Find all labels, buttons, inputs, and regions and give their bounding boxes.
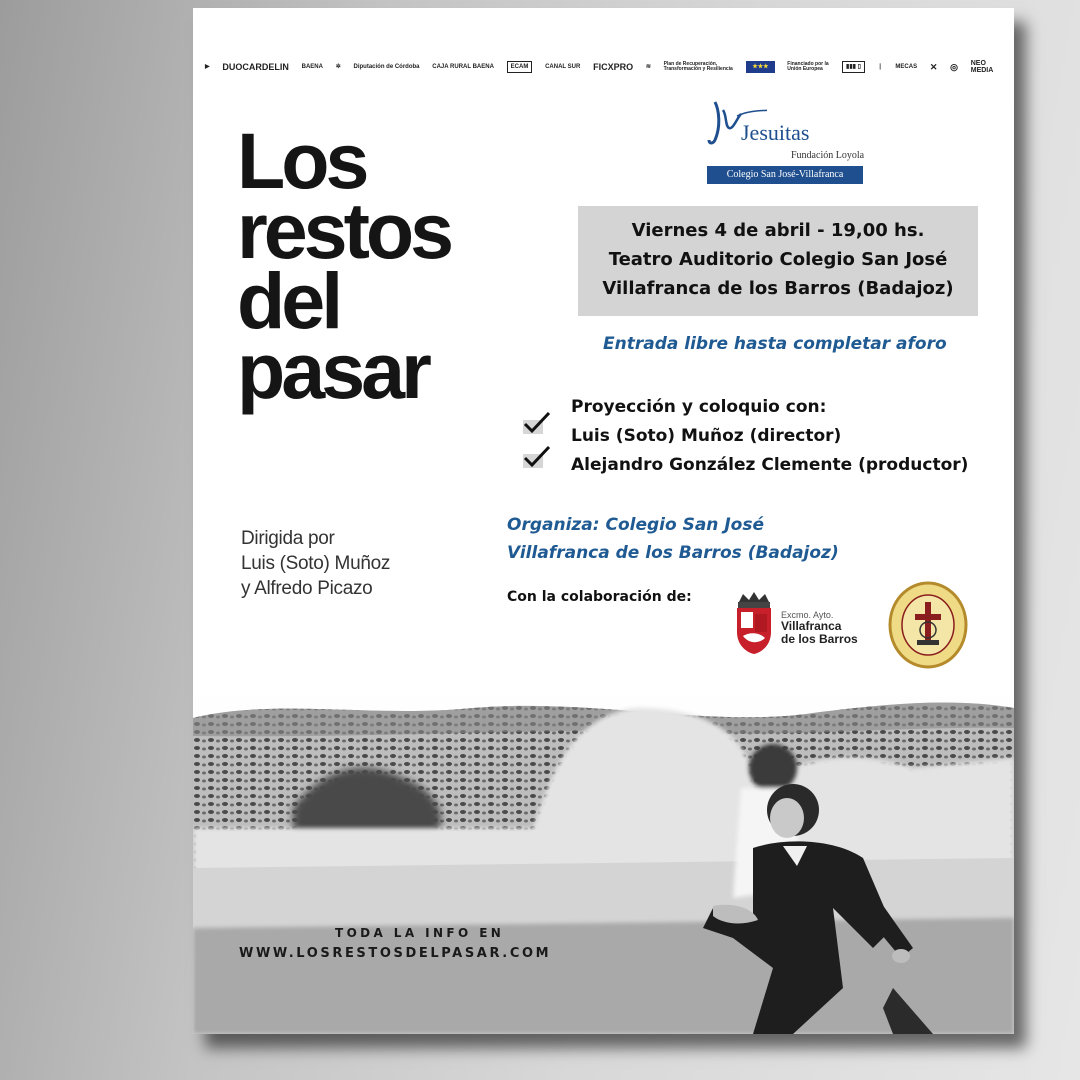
- credit-line: Luis (Soto) Muñoz: [241, 553, 391, 574]
- check-icon: [521, 444, 551, 470]
- ayuntamiento-name: Villafranca: [781, 619, 842, 633]
- organizer-line: Organiza: Colegio San José: [507, 515, 764, 535]
- film-still-photo: [193, 688, 1014, 1034]
- guest-name: Alejandro González Clemente (productor): [571, 455, 969, 475]
- sponsor-logo: Diputación de Córdoba: [353, 64, 420, 70]
- screening-heading: Proyección y coloquio con:: [571, 397, 827, 417]
- junta-cofradias-seal: [887, 580, 969, 670]
- poster: [193, 8, 1014, 1034]
- sponsor-logo: Plan de Recuperación, Transformación y Resiliencia: [663, 61, 733, 72]
- jesuitas-name: Jesuitas: [741, 120, 810, 145]
- ayuntamiento-text: [781, 610, 858, 646]
- sponsor-logo: ★★★: [746, 61, 774, 73]
- title-line: Los: [237, 116, 366, 205]
- sponsor-logo: ▮▮▮ ▯: [842, 61, 865, 73]
- sponsor-logo: ECAM: [507, 61, 533, 73]
- sponsor-logo: BAENA: [301, 64, 323, 70]
- event-venue: Teatro Auditorio Colegio San José: [608, 249, 948, 270]
- screening-guests: [571, 393, 968, 480]
- more-info-label: TODA LA INFO EN: [335, 926, 505, 940]
- event-details-box: [578, 206, 978, 316]
- credit-line: Dirigida por: [241, 528, 335, 549]
- sponsor-logo: CAJA RURAL BAENA: [432, 64, 494, 70]
- title-line: restos: [237, 186, 451, 275]
- event-date: Viernes 4 de abril - 19,00 hs.: [631, 220, 925, 241]
- sponsor-logo: CANAL SUR: [545, 64, 581, 70]
- sponsor-logo: NEO MEDIA: [970, 60, 994, 74]
- sponsor-logo: ✲: [335, 64, 341, 70]
- free-entry-note: Entrada libre hasta completar aforo: [603, 334, 947, 354]
- sponsor-logo: ◎: [950, 61, 958, 72]
- title-line: pasar: [237, 326, 428, 415]
- sponsor-logo: ❘: [877, 64, 883, 70]
- guest-name: Luis (Soto) Muñoz (director): [571, 426, 842, 446]
- jesuitas-logo: [707, 96, 867, 188]
- credit-line: y Alfredo Picazo: [241, 578, 373, 599]
- sponsor-logos-strip: [205, 52, 1005, 82]
- sponsor-logo: DUOCARDELIN: [222, 61, 289, 72]
- sponsor-logo: ▶: [205, 64, 210, 70]
- organizer-line: Villafranca de los Barros (Badajoz): [507, 543, 839, 563]
- ayuntamiento-name: de los Barros: [781, 632, 858, 646]
- event-location: Villafranca de los Barros (Badajoz): [602, 278, 954, 299]
- jesuitas-subtitle: Fundación Loyola: [791, 150, 865, 161]
- jesuitas-band: Colegio San José-Villafranca: [707, 166, 863, 184]
- title-line: del: [237, 256, 340, 345]
- coat-of-arms-icon: [733, 592, 775, 656]
- website-link[interactable]: WWW.LOSRESTOSDELPASAR.COM: [239, 946, 552, 961]
- ayuntamiento-small: Excmo. Ayto.: [781, 610, 834, 620]
- guest-item: [571, 451, 968, 480]
- guest-item: [571, 422, 968, 451]
- ayuntamiento-logo: [733, 592, 883, 662]
- sponsor-logo: Financiado por la Unión Europea: [787, 61, 829, 72]
- check-icon: [521, 410, 551, 436]
- sponsor-logo: ≋: [645, 64, 651, 70]
- organizer: [507, 511, 839, 567]
- sponsor-logo: MECAS: [895, 64, 918, 70]
- director-credit: [241, 526, 390, 601]
- more-info: [239, 926, 551, 961]
- sponsor-logo: FICXPRO: [593, 61, 634, 72]
- sponsor-logo: ✕: [929, 61, 938, 72]
- collaboration-label: Con la colaboración de:: [507, 589, 692, 605]
- film-title: [237, 116, 451, 415]
